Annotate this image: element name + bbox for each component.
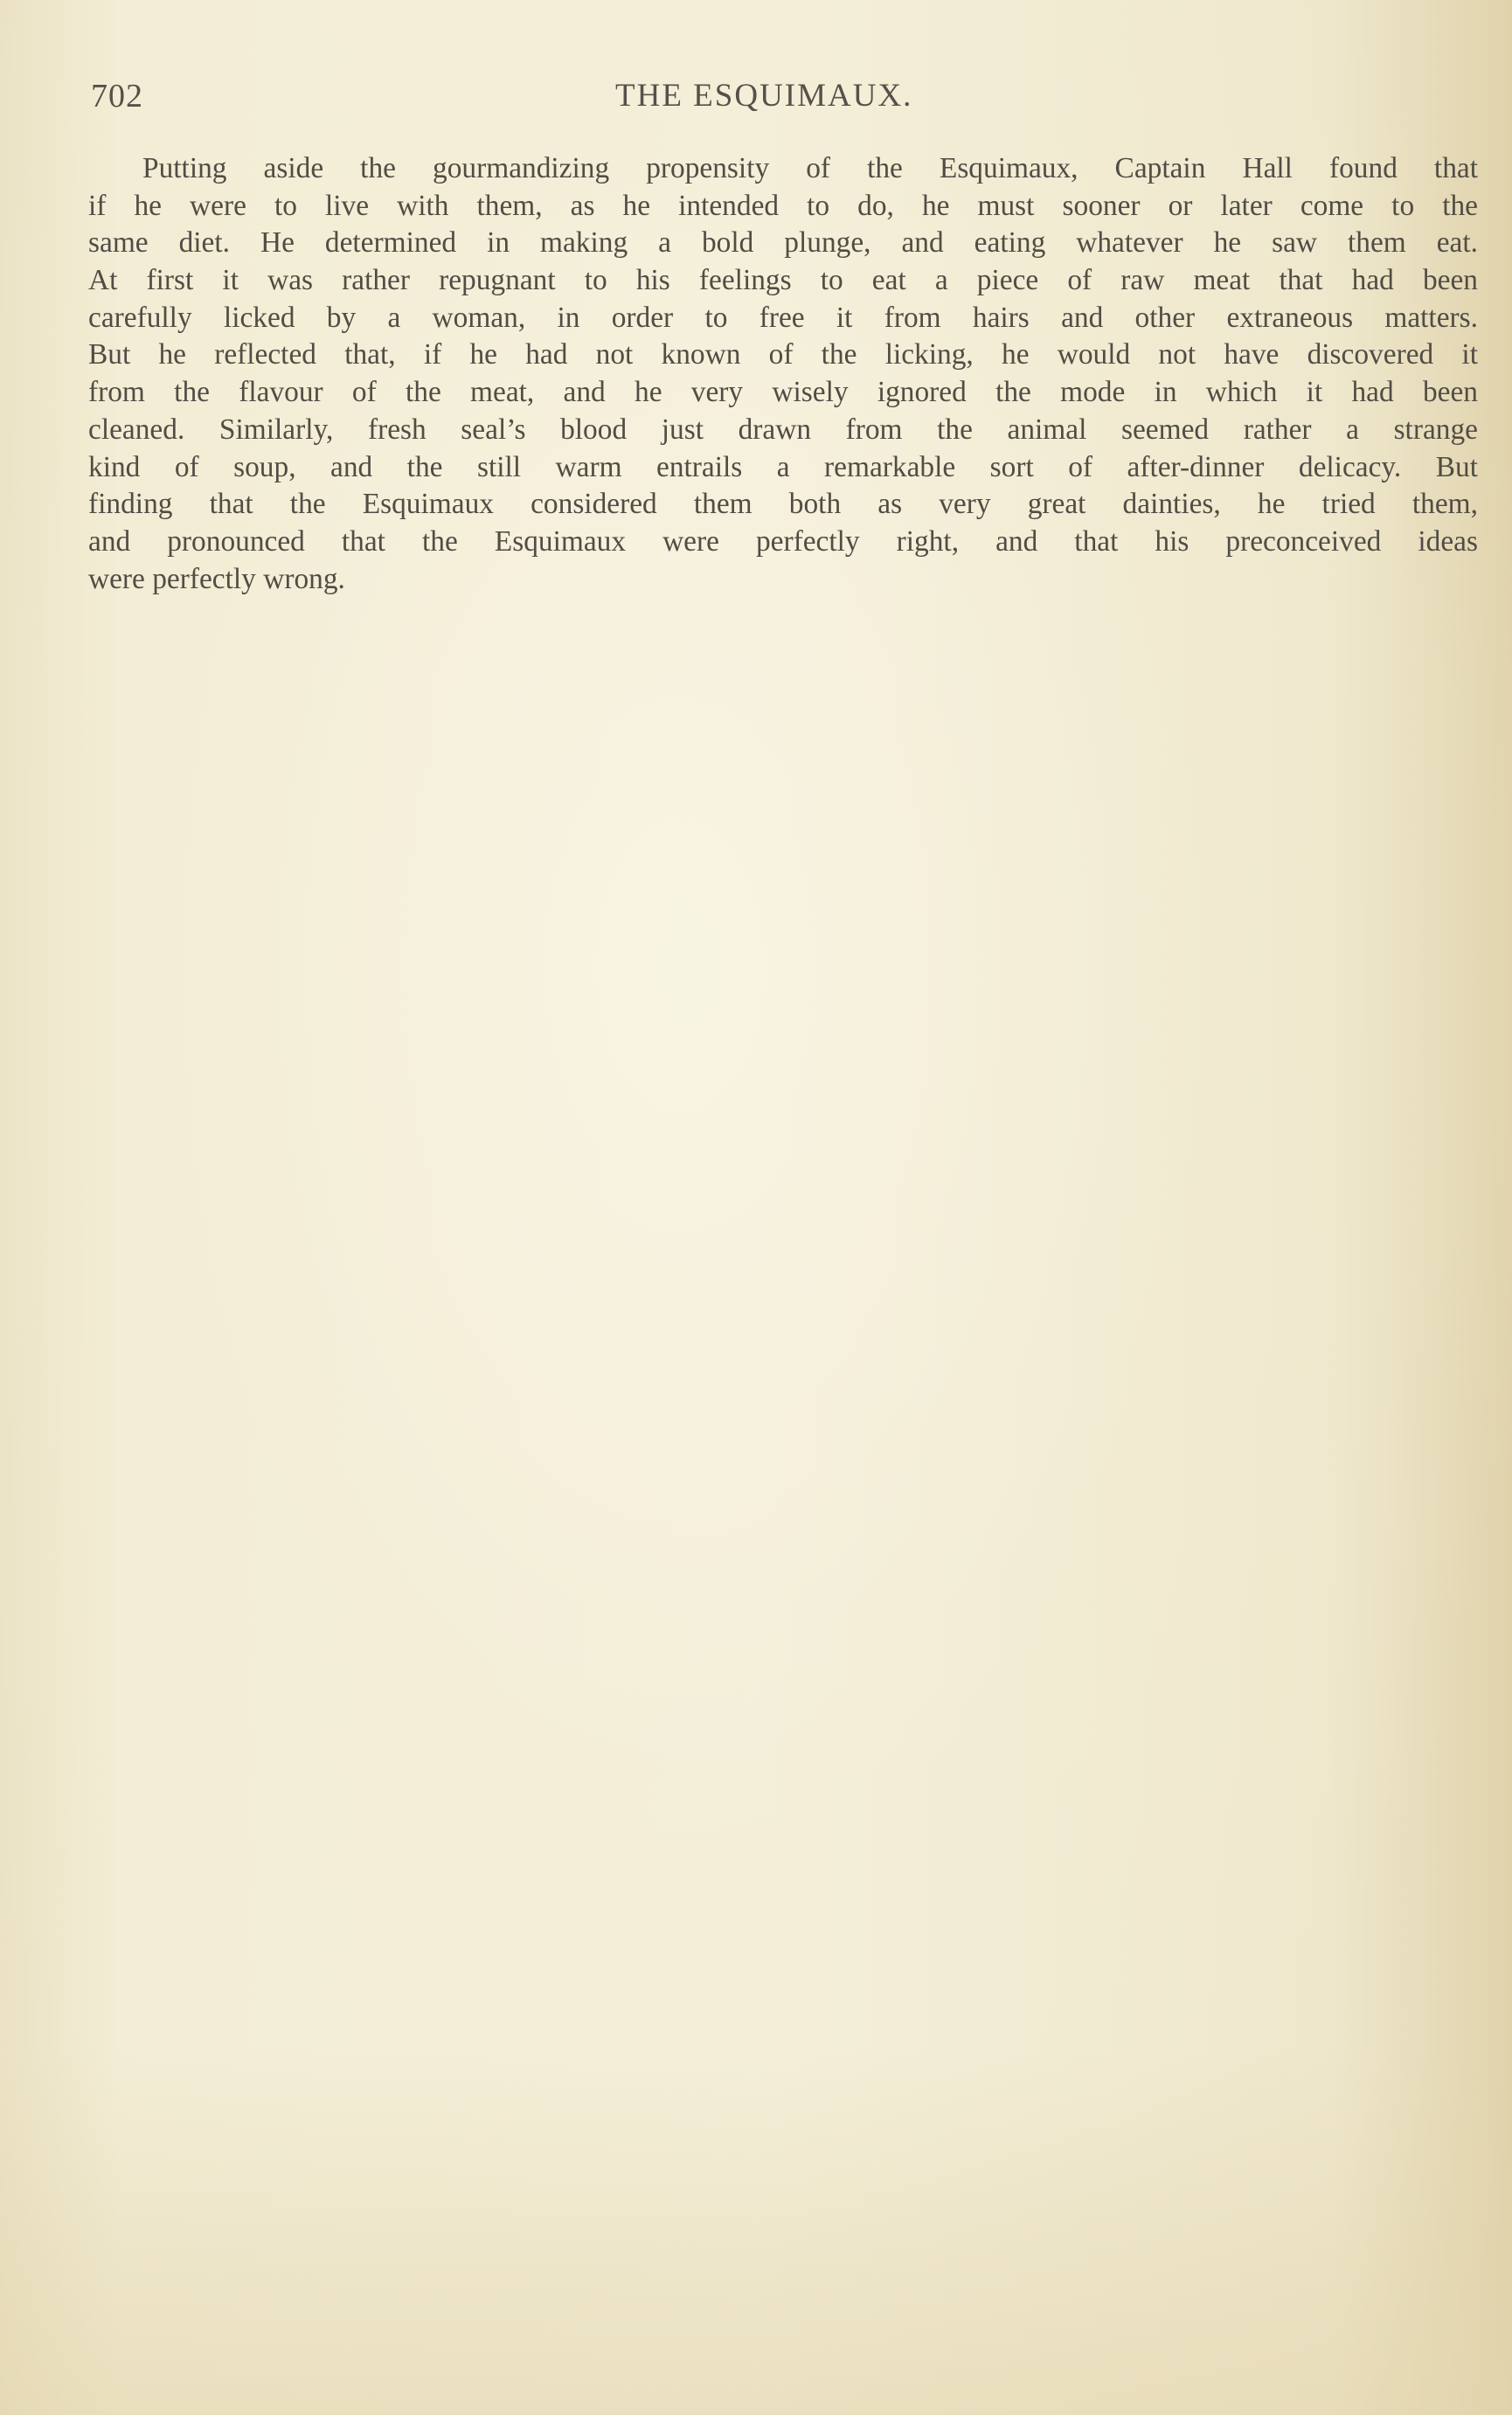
text-line: cleaned. Similarly, fresh seal’s blood just drawn from the animal seemed rather a strange [88, 413, 1478, 446]
text-line: from the flavour of the meat, and he very wisely ignored the mode in which it had been [88, 376, 1478, 409]
body-paragraph [88, 150, 1478, 598]
text-line: and pronounced that the Esquimaux were perfectly right, and that his preconceived ideas [88, 524, 1478, 558]
text-line: carefully licked by a woman, in order to free it from hairs and other extraneous matters. [88, 301, 1478, 334]
page-number: 702 [91, 78, 143, 115]
text-line: At first it was rather repugnant to his feelings to eat a piece of raw meat that had been [88, 264, 1478, 297]
text-line: kind of soup, and the still warm entrails a remarkable sort of after-dinner delicacy. But [88, 450, 1478, 483]
text-line: were perfectly wrong. [88, 562, 345, 595]
running-header [91, 77, 1477, 129]
text-line: if he were to live with them, as he intended to do, he must sooner or later come to the [88, 189, 1478, 222]
text-line: finding that the Esquimaux considered them both as very great dainties, he tried them, [88, 488, 1478, 521]
text-line: same diet. He determined in making a bold plunge, and eating whatever he saw them eat. [88, 226, 1478, 260]
running-title: THE ESQUIMAUX. [615, 78, 913, 114]
text-line: Putting aside the gourmandizing propensity of the Esquimaux, Captain Hall found that [142, 152, 1478, 184]
text-line: But he reflected that, if he had not known of the licking, he would not have discovered it [88, 338, 1478, 371]
